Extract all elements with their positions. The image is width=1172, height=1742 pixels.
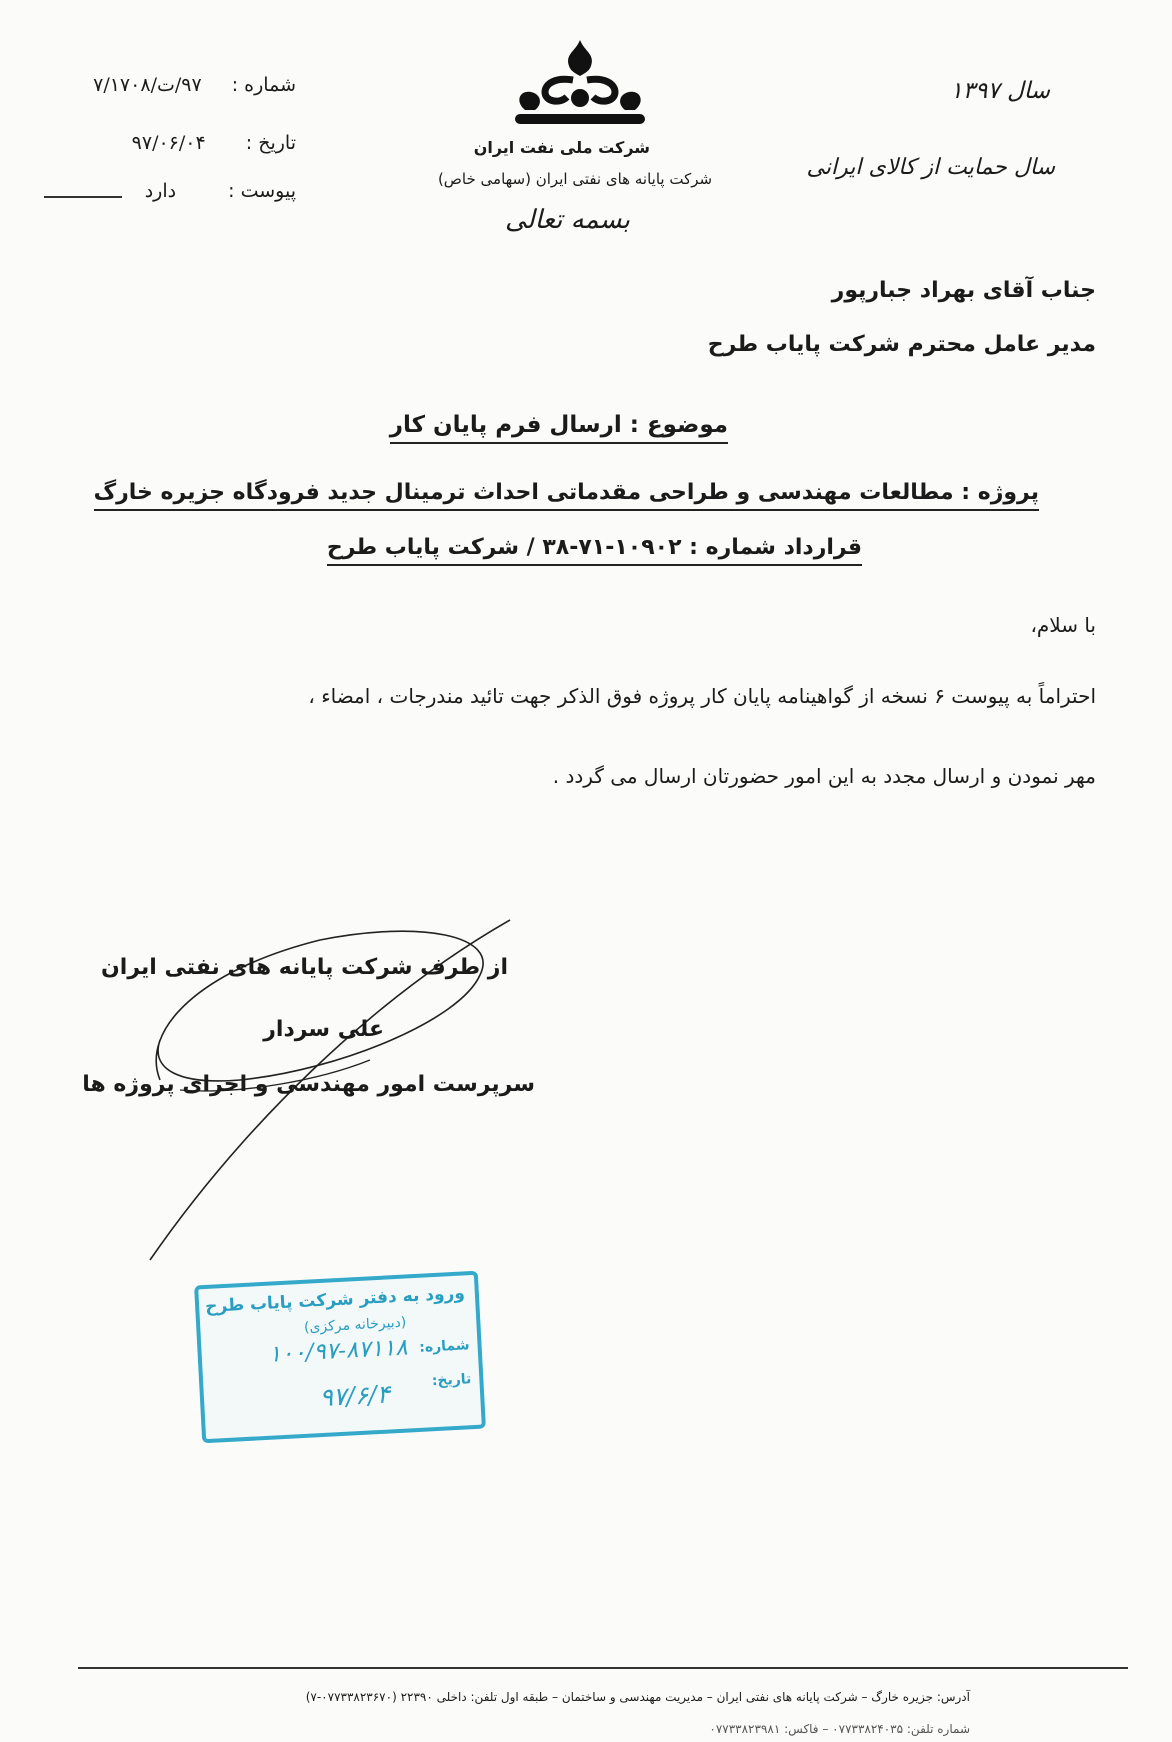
- letter-number-row: [93, 74, 296, 96]
- addressee-title: مدیر عامل محترم شرکت پایاب طرح: [707, 332, 1096, 357]
- org-subsidiary: شرکت پایانه های نفتی ایران (سهامی خاص): [437, 170, 713, 188]
- stamp-date-value: ۹۷/۶/۴: [318, 1379, 391, 1413]
- attachment-line: [44, 196, 122, 198]
- year-slogan: سال حمایت از کالای ایرانی: [806, 155, 1055, 180]
- attachment-value: دارد: [144, 180, 177, 202]
- attachment-label: پیوست :: [228, 180, 296, 202]
- motto-calligraphy: بسمه تعالی: [505, 205, 630, 235]
- greeting: با سلام،: [1030, 613, 1096, 637]
- letter-number-label: شماره :: [231, 74, 296, 96]
- contract-line: [327, 535, 862, 560]
- stamp-number-value: ۱۰۰/۹۷-۸۷۱۱۸: [268, 1334, 409, 1368]
- attachment-row: [145, 180, 296, 202]
- stamp-subtitle: (دبیرخانه مرکزی): [303, 1314, 407, 1336]
- footer-address: آدرس: جزیره خارگ – شرکت پایانه های نفتی ایران – مدیریت مهندسی و ساختمان – طبقه اول تلفن: داخلی ۲۲۳۹۰ (۰۷۷۳۳۸۲۳۶۷۰-۷): [305, 1690, 970, 1704]
- org-name: شرکت ملی نفت ایران: [473, 138, 650, 157]
- letter-date-label: تاریخ :: [245, 132, 296, 154]
- letter-number-value: ۹۷/ت/۷/۱۷۰۸: [93, 74, 202, 96]
- footer-divider: [78, 1667, 1128, 1669]
- subject-text: موضوع : ارسال فرم پایان کار: [390, 412, 728, 444]
- subject-line: [390, 412, 728, 438]
- stamp-title: ورود به دفتر شرکت پایاب طرح: [204, 1283, 466, 1317]
- body-paragraph-line-1: احتراماً به پیوست ۶ نسخه از گواهینامه پایان کار پروژه فوق الذکر جهت تائید مندرجات ، امضاء ،: [308, 684, 1096, 708]
- project-line: [94, 480, 1039, 505]
- project-text: پروژه : مطالعات مهندسی و طراحی مقدماتی احداث ترمینال جدید فرودگاه جزیره خارگ: [94, 480, 1039, 511]
- contract-text: قرارداد شماره : ۱۰۹۰۲-۷۱-۳۸ / شرکت پایاب طرح: [327, 535, 862, 566]
- receipt-stamp: [194, 1271, 486, 1444]
- signature-title: سرپرست امور مهندسی و اجرای پروژه ها: [82, 1072, 535, 1097]
- stamp-number-label: شماره:: [418, 1337, 470, 1356]
- footer-contact: شماره تلفن: ۰۷۷۳۳۸۲۴۰۳۵ – فاکس: ۰۷۷۳۳۸۲۳۹۸۱: [709, 1722, 970, 1736]
- signature-org: از طرف شرکت پایانه های نفتی ایران: [101, 955, 508, 980]
- letter-date-row: [132, 132, 296, 154]
- letter-date-value: ۹۷/۰۶/۰۴: [131, 132, 206, 154]
- nioc-logo-icon: [505, 32, 655, 132]
- stamp-date-label: تاریخ:: [431, 1371, 472, 1390]
- addressee-name: جناب آقای بهراد جبارپور: [831, 278, 1096, 303]
- signature-name: علی سردار: [263, 1017, 384, 1042]
- body-paragraph-line-2: مهر نمودن و ارسال مجدد به این امور حضورتان ارسال می گردد .: [552, 764, 1096, 788]
- year-label: سال ۱۳۹۷: [950, 78, 1050, 104]
